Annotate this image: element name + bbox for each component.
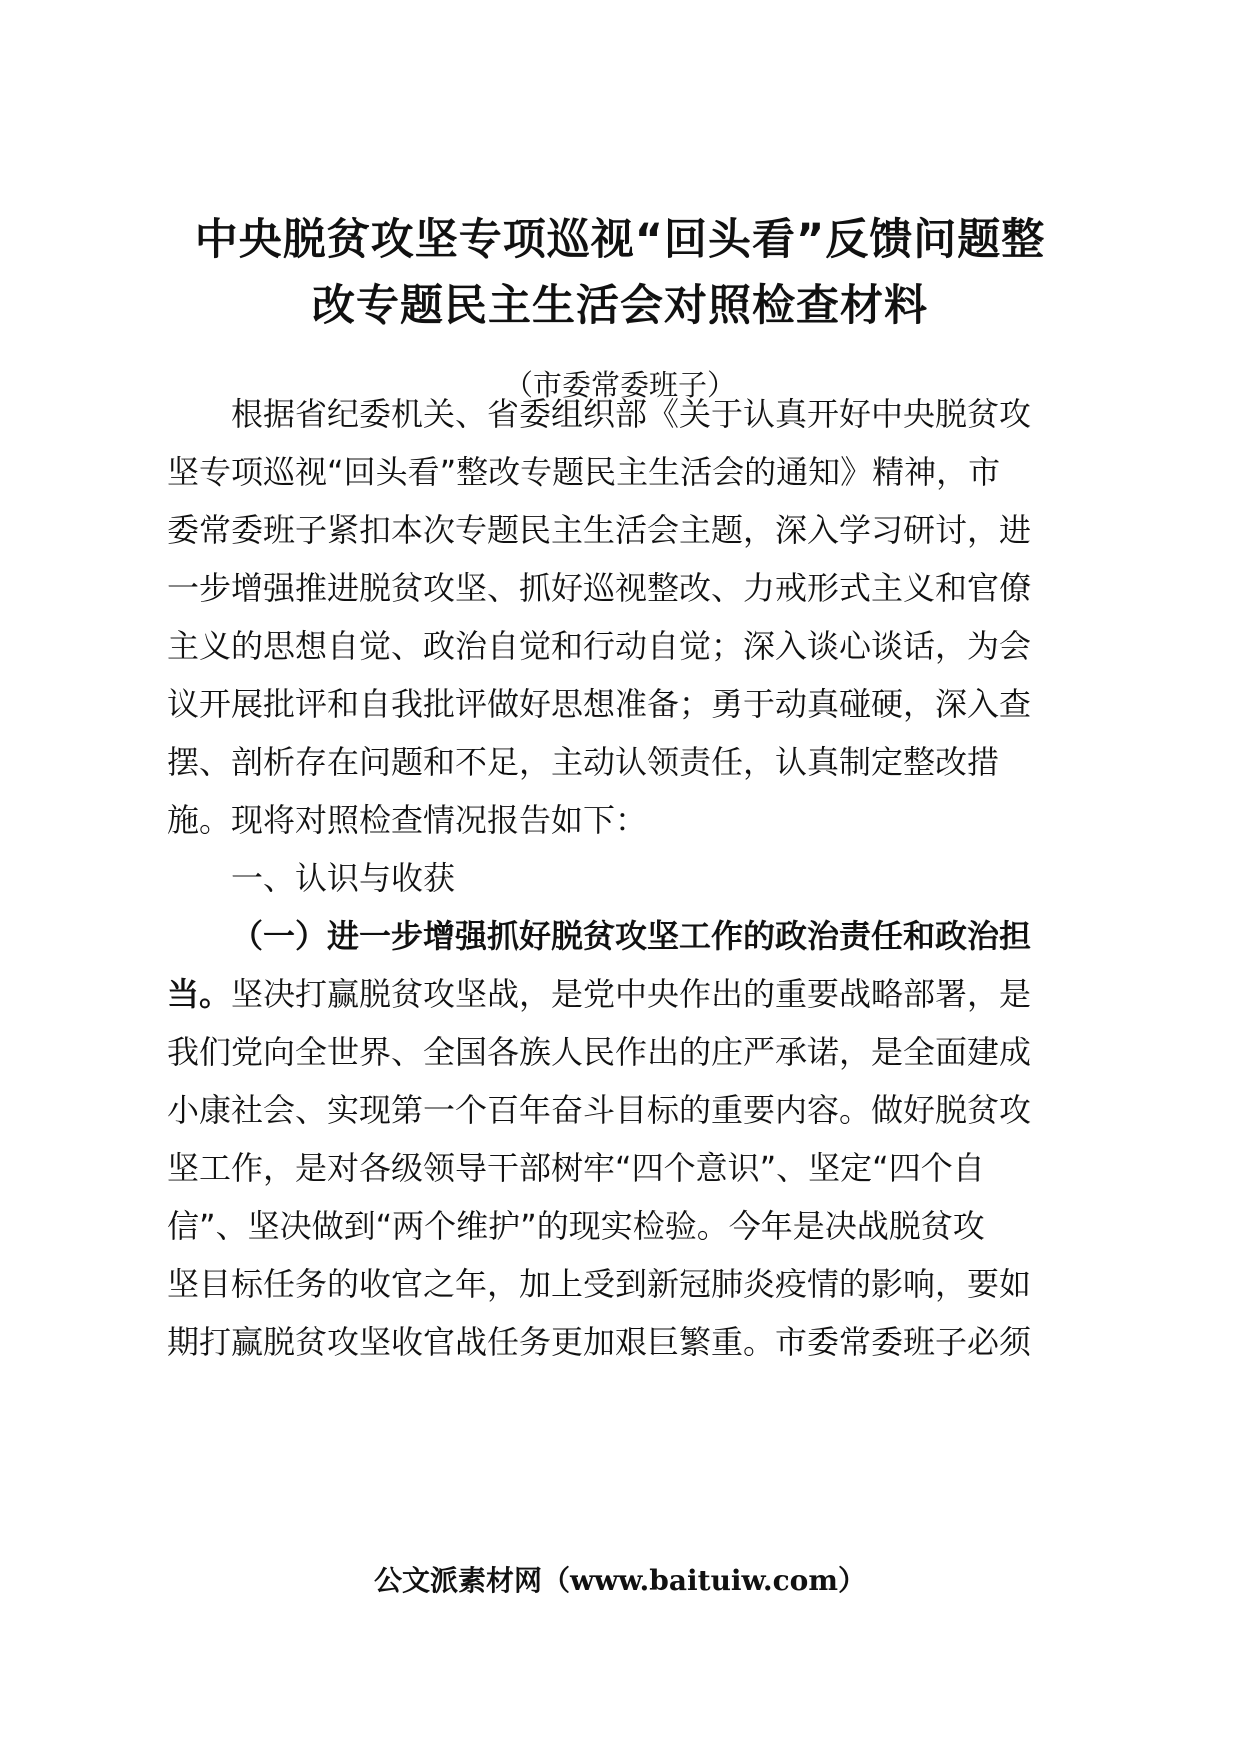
footer-watermark: 公文派素材网（www.baituiw.com） (374, 1564, 866, 1597)
paragraph-line-mixed (167, 972, 1031, 1016)
paragraph-line: 期打赢脱贫攻坚收官战任务更加艰巨繁重。市委常委班子必须 (167, 1323, 1032, 1361)
paragraph-line: 施。现将对照检查情况报告如下： (167, 801, 648, 839)
subsection-heading: （一）进一步增强抓好脱贫攻坚工作的政治责任和政治担 (231, 917, 1032, 955)
paragraph-line: 我们党向全世界、全国各族人民作出的庄严承诺，是全面建成 (167, 1033, 1032, 1071)
paragraph-line: 坚目标任务的收官之年，加上受到新冠肺炎疫情的影响，要如 (167, 1265, 1032, 1303)
paragraph-line: 一步增强推进脱贫攻坚、抓好巡视整改、力戒形式主义和官僚 (167, 569, 1032, 607)
paragraph-line: 坚专项巡视“回头看”整改专题民主生活会的通知》精神，市 (167, 453, 1001, 491)
document-subtitle: （市委常委班子） (503, 368, 736, 402)
paragraph-line: 信”、坚决做到“两个维护”的现实检验。今年是决战脱贫攻 (167, 1207, 985, 1245)
paragraph-line: 坚工作，是对各级领导干部树牢“四个意识”、坚定“四个自 (167, 1149, 985, 1187)
paragraph-line: 摆、剖析存在问题和不足，主动认领责任，认真制定整改措 (167, 743, 1000, 781)
paragraph-line: 议开展批评和自我批评做好思想准备；勇于动真碰硬，深入查 (167, 685, 1032, 723)
paragraph-line-rest: 坚决打赢脱贫攻坚战，是党中央作出的重要战略部署，是 (231, 975, 1032, 1013)
subsection-heading-tail: 当。 (167, 975, 232, 1013)
document-title-line-2: 改专题民主生活会对照检查材料 (312, 281, 928, 331)
paragraph-line: 委常委班子紧扣本次专题民主生活会主题，深入学习研讨，进 (167, 511, 1032, 549)
paragraph-line: 主义的思想自觉、政治自觉和行动自觉；深入谈心谈话，为会 (167, 627, 1032, 665)
document-title-line-1: 中央脱贫攻坚专项巡视“回头看”反馈问题整 (194, 215, 1046, 265)
paragraph-line: 小康社会、实现第一个百年奋斗目标的重要内容。做好脱贫攻 (167, 1091, 1032, 1129)
paragraph-line: 根据省纪委机关、省委组织部《关于认真开好中央脱贫攻 (231, 395, 1032, 433)
section-heading: 一、认识与收获 (231, 859, 456, 897)
